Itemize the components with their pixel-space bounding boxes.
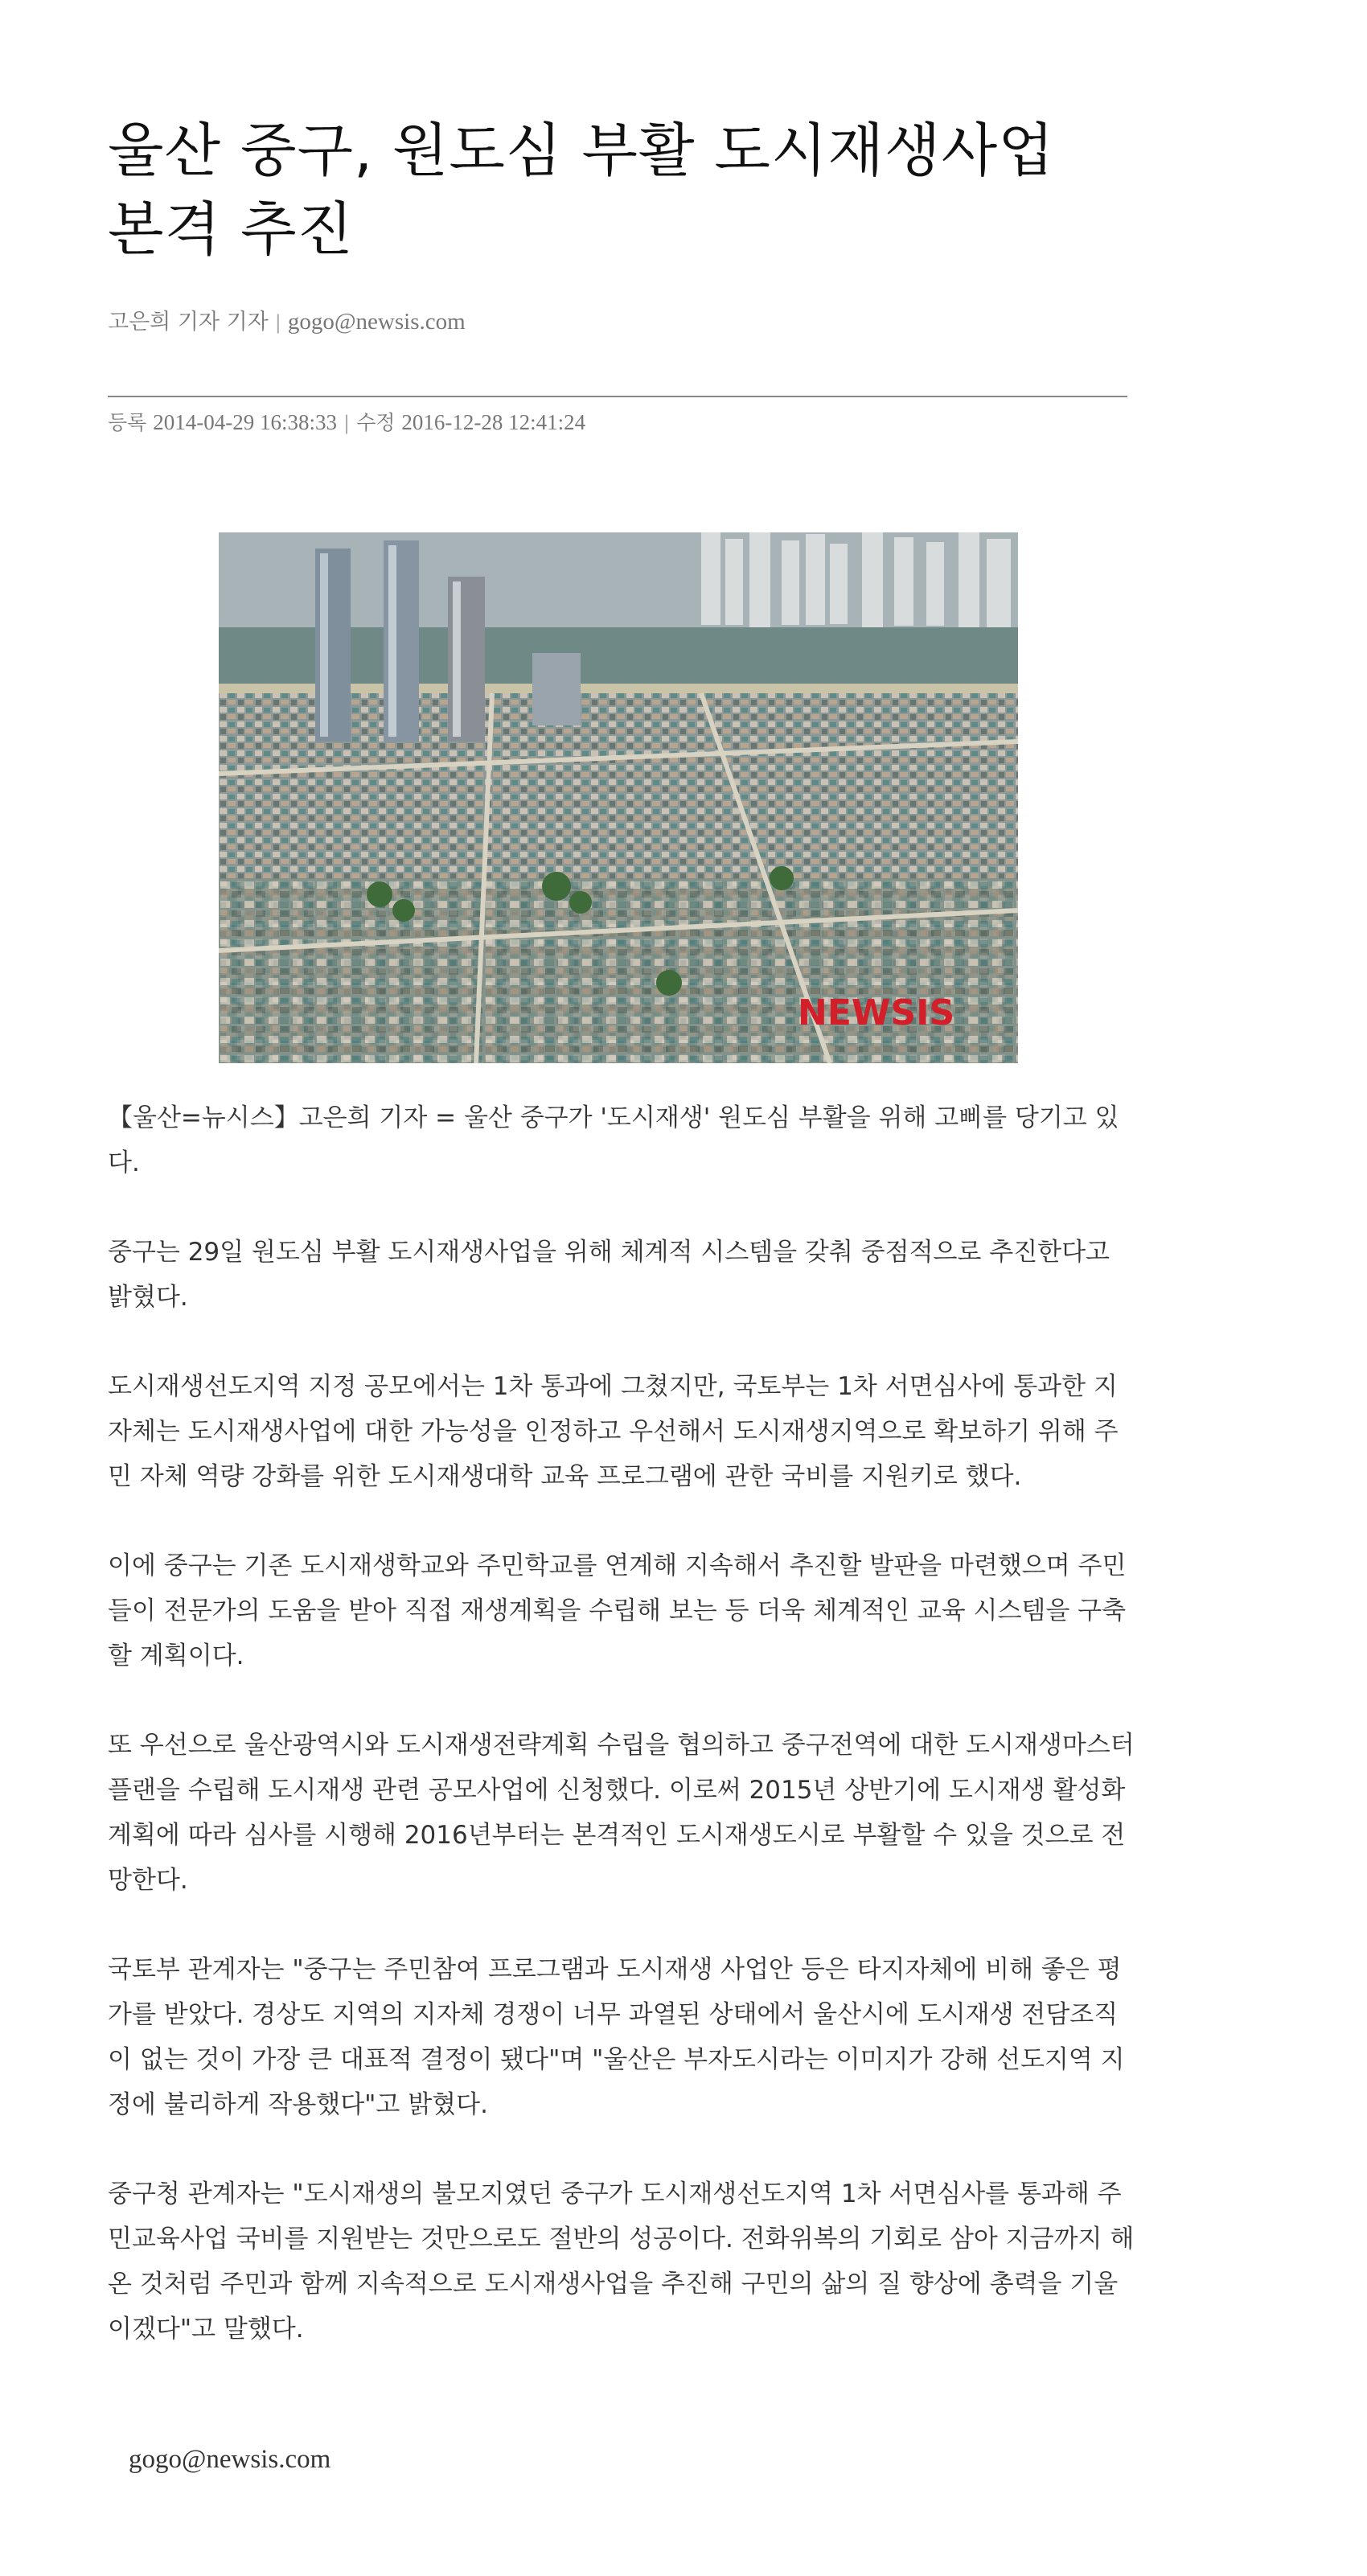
paragraph: 중구는 29일 원도심 부활 도시재생사업을 위해 체계적 시스템을 갖춰 중점적으로 추진한다고 밝혔다. xyxy=(108,1238,1110,1312)
paragraph: 【울산=뉴시스】고은희 기자 = 울산 중구가 '도시재생' 원도심 부활을 위해 고삐를 당기고 있다. xyxy=(108,1103,1119,1177)
paragraph: 또 우선으로 울산광역시와 도시재생전략계획 수립을 협의하고 중구전역에 대한 도시재생마스터플랜을 수립해 도시재생 관련 공모사업에 신청했다. 이로써 2015년 상반기에 도시재생 활성화 계획에 따라 심사를 시행해 2016년부터는 본격적인 도시재생도시로 부활할 수 있을 것으로 전망한다. xyxy=(108,1731,1135,1895)
article-dates xyxy=(108,407,585,436)
registered-date: 2014-04-29 16:38:33 xyxy=(153,410,338,434)
modified-date: 2016-12-28 12:41:24 xyxy=(401,410,586,434)
header-divider xyxy=(108,396,1127,397)
article-title: 울산 중구, 원도심 부활 도시재생사업 본격 추진 xyxy=(108,117,1055,263)
aerial-city-photo xyxy=(219,532,1018,1063)
author-name: 고은희 기자 기자 xyxy=(108,310,269,335)
paragraph: 중구청 관계자는 "도시재생의 불모지였던 중구가 도시재생선도지역 1차 서면심사를 통과해 주민교육사업 국비를 지원받는 것만으로도 절반의 성공이다. 전화위복의 기회로 삼아 지금까지 해 온 것처럼 주민과 함께 지속적으로 도시재생사업을 추진해 구민의 삶의 질 향상에 총력을 기울이겠다"고 말했다. xyxy=(108,2180,1135,2344)
footer-email-link[interactable]: gogo@newsis.com xyxy=(129,2445,331,2474)
modified-label: 수정 xyxy=(356,411,396,434)
dates-separator: | xyxy=(343,412,351,434)
article-body xyxy=(108,1095,1137,2396)
newsis-watermark: NEWSIS xyxy=(798,992,955,1033)
article-photo xyxy=(219,532,1018,1063)
paragraph: 도시재생선도지역 지정 공모에서는 1차 통과에 그쳤지만, 국토부는 1차 서면심사에 통과한 지자체는 도시재생사업에 대한 가능성을 인정하고 우선해서 도시재생지역으로 확보하기 위해 주민 자체 역량 강화를 위한 도시재생대학 교육 프로그램에 관한 국비를 지원키로 했다. xyxy=(108,1372,1119,1491)
byline-separator: | xyxy=(274,311,281,334)
author-email-link[interactable]: gogo@newsis.com xyxy=(287,309,466,335)
byline xyxy=(108,304,466,335)
registered-label: 등록 xyxy=(108,411,147,434)
paragraph: 이에 중구는 기존 도시재생학교와 주민학교를 연계해 지속해서 추진할 발판을 마련했으며 주민들이 전문가의 도움을 받아 직접 재생계획을 수립해 보는 등 더욱 체계적인 교육 시스템을 구축할 계획이다. xyxy=(108,1551,1127,1670)
paragraph: 국토부 관계자는 "중구는 주민참여 프로그램과 도시재생 사업안 등은 타지자체에 비해 좋은 평가를 받았다. 경상도 지역의 지자체 경쟁이 너무 과열된 상태에서 울산시에 도시재생 전담조직이 없는 것이 가장 큰 대표적 결정이 됐다"며 "울산은 부자도시라는 이미지가 강해 선도지역 지정에 불리하게 작용했다"고 밝혔다. xyxy=(108,1955,1125,2119)
